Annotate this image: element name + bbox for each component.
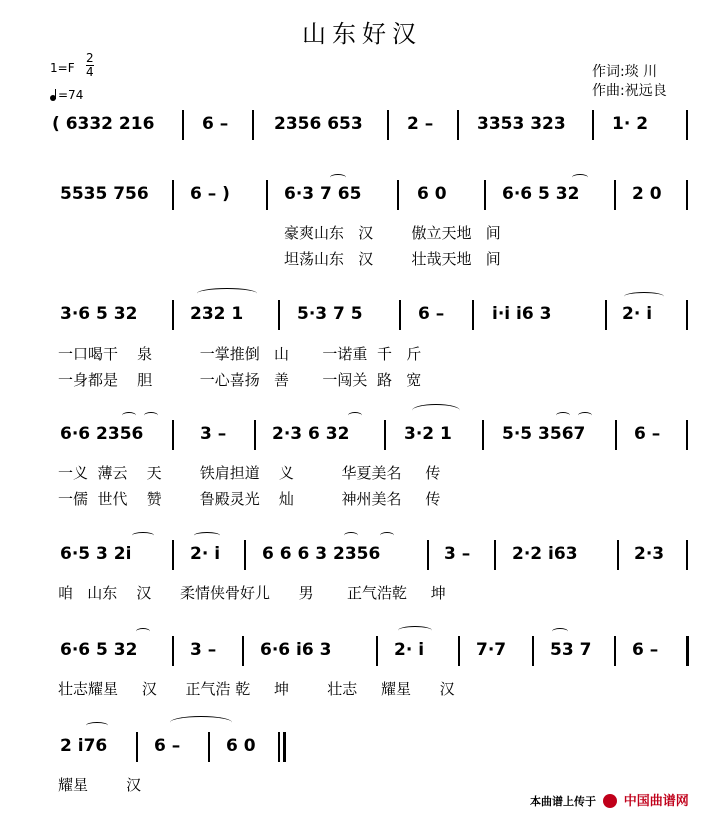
slur <box>348 412 362 419</box>
measure: 2 i76 <box>60 736 108 756</box>
quarter-note-icon <box>50 95 56 101</box>
barline <box>686 180 688 210</box>
barline <box>172 180 174 210</box>
barline <box>172 300 174 330</box>
staff-row-4 <box>52 416 692 456</box>
lyric-line-2: 坦荡山东 汉 壮哉天地 间 <box>284 250 501 268</box>
measure: 2356 653 <box>274 114 363 134</box>
slur <box>144 412 158 419</box>
site-logo-icon <box>603 794 617 808</box>
barline <box>614 180 616 210</box>
measure: 5·5 3567 <box>502 424 586 444</box>
lyric-line-2: 一身都是 胆 一心喜扬 善 一闯关 路 宽 <box>58 371 422 389</box>
staff-row-7 <box>52 728 692 768</box>
measure: 6 – <box>634 424 661 444</box>
barline <box>615 420 617 450</box>
measure: 3 – <box>444 544 471 564</box>
tempo-marking <box>50 88 83 102</box>
staff-row-2 <box>52 176 692 216</box>
barline <box>494 540 496 570</box>
measure: 2· i <box>394 640 425 660</box>
measure: 1· 2 <box>612 114 649 134</box>
lyricist-credit: 作词:琰 川 <box>592 64 658 80</box>
measure: 2 – <box>407 114 434 134</box>
barline <box>387 110 389 140</box>
barline <box>278 732 280 762</box>
footer-text: 本曲谱上传于 <box>530 795 596 808</box>
barline <box>136 732 138 762</box>
time-signature-top: 2 <box>86 51 94 65</box>
barline <box>399 300 401 330</box>
measure: 3·6 5 32 <box>60 304 138 324</box>
measure: 6 – <box>154 736 181 756</box>
barline <box>172 636 174 666</box>
lyric-line-1: 壮志耀星 汉 正气浩 乾 坤 壮志 耀星 汉 <box>58 680 455 698</box>
lyric-line-1: 咱 山东 汉 柔情侠骨好儿 男 正气浩乾 坤 <box>58 584 446 602</box>
barline <box>208 732 210 762</box>
barline <box>484 180 486 210</box>
barline <box>617 540 619 570</box>
barline <box>457 110 459 140</box>
measure: 232 1 <box>190 304 244 324</box>
staff-row-5 <box>52 536 692 576</box>
measure: 6·6 2356 <box>60 424 144 444</box>
barline <box>686 300 688 330</box>
barline <box>686 420 688 450</box>
measure: 6 – <box>632 640 659 660</box>
barline <box>376 636 378 666</box>
measure: 2·3 <box>634 544 665 564</box>
barline <box>592 110 594 140</box>
lyric-line-1: 一义 薄云 天 铁肩担道 义 华夏美名 传 <box>58 464 441 482</box>
barline <box>605 300 607 330</box>
measure: 3 – <box>200 424 227 444</box>
lyric-line-1: 一口喝干 泉 一掌推倒 山 一诺重 千 斤 <box>58 345 422 363</box>
measure: 2·2 i63 <box>512 544 578 564</box>
barline <box>244 540 246 570</box>
staff-row-3 <box>52 296 692 336</box>
measure: 7·7 <box>476 640 507 660</box>
barline <box>482 420 484 450</box>
barline <box>172 540 174 570</box>
footer-brand[interactable]: 中国曲谱网 <box>623 794 689 809</box>
measure: 6·6 5 32 <box>60 640 138 660</box>
barline <box>172 420 174 450</box>
measure: 5535 756 <box>60 184 149 204</box>
measure: 6·6 5 32 <box>502 184 580 204</box>
measure: 6 – ) <box>190 184 230 204</box>
slur <box>380 532 394 539</box>
measure: 6 6 6 3 2356 <box>262 544 381 564</box>
barline <box>686 540 688 570</box>
composer-credit: 作曲:祝远良 <box>592 83 667 99</box>
measure: 2 0 <box>632 184 662 204</box>
measure: 6 – <box>202 114 229 134</box>
barline <box>252 110 254 140</box>
barline <box>397 180 399 210</box>
repeat-barline <box>686 636 689 666</box>
measure: 2· i <box>190 544 221 564</box>
barline <box>686 110 688 140</box>
measure: 6 0 <box>417 184 447 204</box>
barline <box>384 420 386 450</box>
slur <box>136 628 150 635</box>
barline <box>472 300 474 330</box>
barline <box>458 636 460 666</box>
barline <box>427 540 429 570</box>
measure: i·i i6 3 <box>492 304 552 324</box>
measure: 53 7 <box>550 640 592 660</box>
song-title: 山东好汉 <box>302 20 422 48</box>
barline <box>532 636 534 666</box>
measure: 5·3 7 5 <box>297 304 363 324</box>
final-barline <box>283 732 286 762</box>
lyric-line-2: 一儒 世代 赞 鲁殿灵光 灿 神州美名 传 <box>58 490 441 508</box>
slur <box>132 532 154 539</box>
measure: 2· i <box>622 304 653 324</box>
measure: 3 – <box>190 640 217 660</box>
staff-row-1 <box>52 106 692 146</box>
barline <box>278 300 280 330</box>
measure: 3·2 1 <box>404 424 452 444</box>
key-signature: 1=F <box>50 61 75 75</box>
staff-row-6 <box>52 632 692 672</box>
measure: 6·5 3 2i <box>60 544 132 564</box>
barline <box>614 636 616 666</box>
footer-credit <box>530 790 689 809</box>
measure: 3353 323 <box>477 114 566 134</box>
barline <box>182 110 184 140</box>
barline <box>266 180 268 210</box>
time-signature <box>86 52 94 79</box>
measure: 6 0 <box>226 736 256 756</box>
lyric-line-1: 耀星 汉 <box>58 776 142 794</box>
measure: 2·3 6 32 <box>272 424 350 444</box>
barline <box>254 420 256 450</box>
tempo-value: =74 <box>58 88 84 102</box>
measure: 6 – <box>418 304 445 324</box>
lyric-line-1: 豪爽山东 汉 傲立天地 间 <box>284 224 501 242</box>
barline <box>242 636 244 666</box>
measure: ( 6332 216 <box>52 114 155 134</box>
measure: 6·6 i6 3 <box>260 640 332 660</box>
time-signature-bottom: 4 <box>86 65 94 79</box>
measure: 6·3 7 65 <box>284 184 362 204</box>
